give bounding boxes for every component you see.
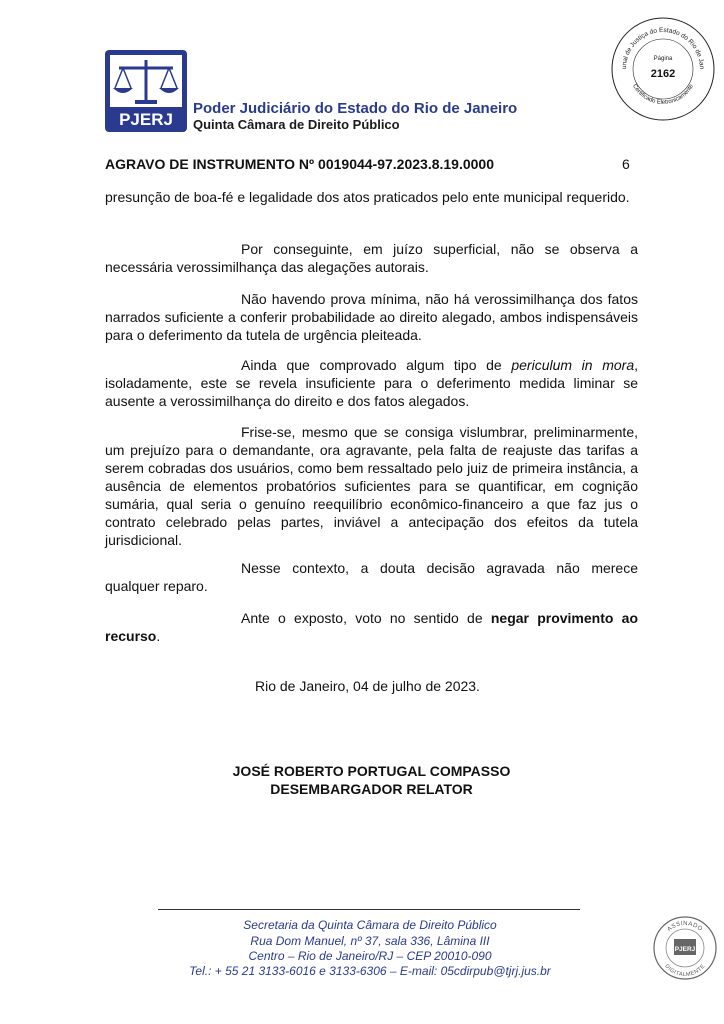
- paragraph-6-text: Nesse contexto, a douta decisão agravada não merece qualquer reparo.: [105, 560, 638, 594]
- paragraph-6: [105, 559, 638, 595]
- stamp-arc-text: unal de Justiça do Estado do Rio de Jan: [620, 26, 706, 70]
- case-number: AGRAVO DE INSTRUMENTO Nº 0019044-97.2023.8.19.0000: [105, 156, 494, 172]
- chamber-name: Quinta Câmara de Direito Público: [193, 117, 400, 132]
- paragraph-4-italic: periculum in mora: [511, 357, 635, 373]
- paragraph-7-text-a: Ante o exposto, voto no sentido de: [241, 610, 491, 626]
- paragraph-4-text-b: , isoladamente, este se revela insuficiente para o deferimento medida liminar se ausente a verossimilhança do direito e dos fatos alegados.: [105, 357, 638, 409]
- stamp-label: Página: [653, 56, 673, 62]
- paragraph-4: [105, 356, 638, 410]
- footer-line-1: Secretaria da Quinta Câmara de Direito Público: [243, 918, 497, 932]
- footer-line-2: Rua Dom Manuel, nº 37, sala 336, Lâmina III: [250, 934, 490, 948]
- paragraph-7-bold: negar provimento ao recurso: [105, 610, 639, 644]
- paragraph-7-text-b: .: [156, 628, 161, 644]
- paragraph-1-text: presunção de boa-fé e legalidade dos atos praticados pelo ente municipal requerido.: [105, 189, 630, 205]
- footer-divider: [158, 909, 580, 910]
- paragraph-4-text-a: Ainda que comprovado algum tipo de: [241, 357, 512, 373]
- page-stamp: [610, 16, 716, 122]
- signer-name: JOSÉ ROBERTO PORTUGAL COMPASSO: [232, 763, 511, 779]
- paragraph-2-text: Por conseguinte, em juízo superficial, não se observa a necessária verossimilhança das alegações autorais.: [105, 241, 638, 275]
- seal-top-text: ASSINADO: [666, 920, 704, 933]
- place-date: Rio de Janeiro, 04 de julho de 2023.: [255, 678, 480, 694]
- footer-line-4: Tel.: + 55 21 3133-6016 e 3133-6306 – E-mail: 05cdirpub@tjrj.jus.br: [189, 964, 551, 978]
- paragraph-3: [105, 290, 638, 344]
- page-number: 6: [622, 156, 630, 172]
- stamp-page-number: 2162: [650, 68, 676, 80]
- paragraph-5: [105, 423, 638, 549]
- seal-logo-text: PJERJ: [674, 946, 696, 953]
- seal-bottom-text: DIGITALMENTE: [663, 963, 707, 979]
- paragraph-5-text: Frise-se, mesmo que se consiga vislumbrar, preliminarmente, um prejuízo para o demandante, ora agravante, pela falta de reajuste das tarifas a serem cobradas dos usuários, como bem ressaltado pelo juiz de primeira instância, a ausência de elementos probatórios suficientes para se quantificar, em cognição sumária, qual seria o genuíno reequilíbrio econômico-financeiro a que faz jus o contrato celebrado pelas partes, inviável a antecipação dos efeitos da tutela jurisdicional.: [105, 424, 638, 548]
- logo-text: PJERJ: [119, 110, 173, 129]
- digital-signature-seal: [652, 915, 718, 981]
- org-name: Poder Judiciário do Estado do Rio de Janeiro: [193, 100, 518, 117]
- paragraph-3-text: Não havendo prova mínima, não há verossimilhança dos fatos narrados suficiente a conferir probabilidade ao direito alegado, ambos indispensáveis para o deferimento da tutela de urgência pleiteada.: [105, 291, 638, 343]
- pjerj-logo: [105, 50, 187, 132]
- paragraph-7: [105, 609, 638, 645]
- footer-line-3: Centro – Rio de Janeiro/RJ – CEP 20010-090: [248, 949, 492, 963]
- stamp-bottom-text: Certificado Eletronicamente: [631, 83, 695, 106]
- paragraph-1: [105, 188, 638, 206]
- paragraph-2: [105, 240, 638, 276]
- signer-title: DESEMBARGADOR RELATOR: [270, 781, 473, 797]
